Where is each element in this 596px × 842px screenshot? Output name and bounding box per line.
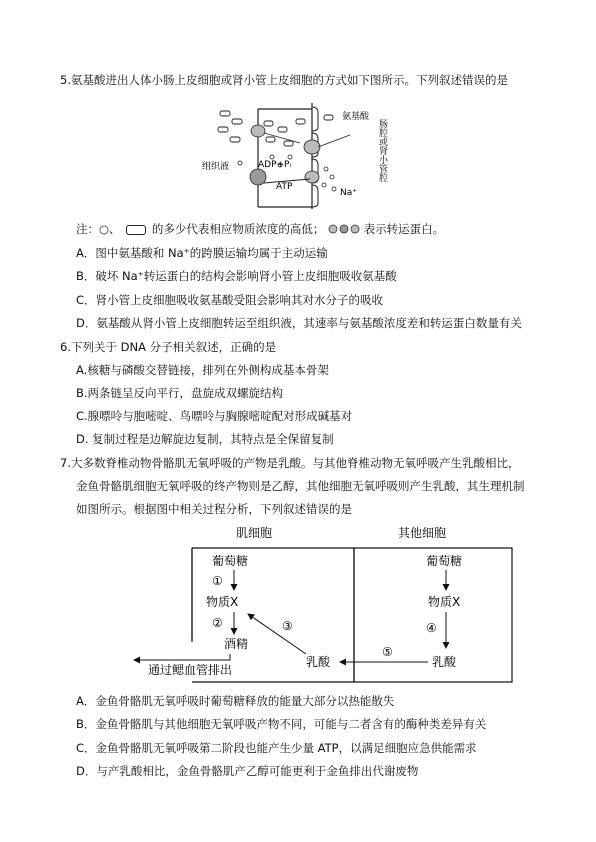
q7-substance-x-right: 物质X <box>428 595 461 609</box>
q6-option-c: C.腺嘌呤与胞嘧啶、鸟嘌呤与胸腺嘧啶配对形成碱基对 <box>76 409 353 423</box>
q5-label-lumen: 肠腔或肾小管腔 <box>377 119 387 182</box>
transport-protein-icons <box>250 125 320 185</box>
q7-metabolism-figure <box>130 522 520 684</box>
q5-note-a: 注：○、 <box>76 222 121 236</box>
q7-substance-x-left: 物质X <box>206 595 239 609</box>
q5-note-b: 的多少代表相应物质浓度的高低； <box>151 222 325 236</box>
q7-step-2: ② <box>212 616 223 630</box>
q7-stem-line-2: 金鱼骨骼肌细胞无氧呼吸的终产物则是乙醇，其他细胞无氧呼吸则产生乳酸，其生理机制 <box>76 479 525 493</box>
q5-option-c: C．肾小管上皮细胞吸收氨基酸受阻会影响其对水分子的吸收 <box>76 293 384 307</box>
q7-header-muscle-cell: 肌细胞 <box>236 526 273 540</box>
q6-stem: 6.下列关于 DNA 分子相关叙述，正确的是 <box>60 340 277 354</box>
q6-option-b: B.两条链呈反向平行，盘旋成双螺旋结构 <box>76 386 284 400</box>
q7-step-5: ⑤ <box>382 645 393 659</box>
q7-option-b: B．金鱼骨骼肌与其他细胞无氧呼吸产物不同，可能与二者含有的酶种类差异有关 <box>76 717 487 731</box>
q5-option-b: B．破坏 Na⁺转运蛋白的结构会影响肾小管上皮细胞吸收氨基酸 <box>76 269 397 283</box>
q7-lactate-right: 乳酸 <box>432 655 457 669</box>
q7-glucose-right: 葡萄糖 <box>426 554 463 568</box>
q7-stem-line-1: 7.大多数脊椎动物骨骼肌无氧呼吸的产物是乳酸。与其他脊椎动物无氧呼吸产生乳酸相比， <box>60 456 520 470</box>
q7-step-4: ④ <box>426 621 437 635</box>
q7-alcohol: 酒精 <box>224 637 249 651</box>
q5-label-amino-acid: 氨基酸 <box>342 112 370 122</box>
q5-note-c: 表示转运蛋白。 <box>363 222 445 236</box>
q5-transport-figure <box>200 97 400 215</box>
q7-option-c: C．金鱼骨骼肌无氧呼吸第二阶段也能产生少量 ATP，以满足细胞应急供能需求 <box>76 741 477 755</box>
q7-stem-line-3: 如图所示。根据图中相关过程分析，下列叙述错误的是 <box>76 502 352 516</box>
q5-note <box>76 222 444 237</box>
q7-option-a: A．金鱼骨骼肌无氧呼吸时葡萄糖释放的能量大部分以热能散失 <box>76 694 395 708</box>
q5-label-tissue-fluid: 组织液 <box>202 162 230 172</box>
q7-excrete-via-gills: 通过鳃血管排出 <box>148 663 233 677</box>
transport-protein-legend-icon <box>328 223 360 237</box>
q6-option-d: D. 复制过程是边解旋边复制，其特点是全保留复制 <box>76 432 334 446</box>
q5-label-adp: ADP+Pᵢ <box>258 160 292 170</box>
q6-option-a: A.核糖与磷酸交替链接，排列在外侧构成基本骨架 <box>76 363 329 377</box>
q7-glucose-left: 葡萄糖 <box>212 554 249 568</box>
q7-step-1: ① <box>212 574 223 588</box>
q7-lactate-middle: 乳酸 <box>306 655 331 669</box>
q7-step-3: ③ <box>282 619 293 633</box>
amino-acid-legend-icon <box>126 225 146 235</box>
q5-label-atp: ATP <box>276 182 293 192</box>
q7-option-d: D．与产乳酸相比，金鱼骨骼肌产乙醇可能更利于金鱼排出代谢废物 <box>76 764 419 778</box>
q5-option-d: D．氨基酸从肾小管上皮细胞转运至组织液，其速率与氨基酸浓度差和转运蛋白数量有关 <box>76 316 522 330</box>
q5-option-a: A．图中氨基酸和 Na⁺的跨膜运输均属于主动运输 <box>76 246 328 260</box>
q7-header-other-cells: 其他细胞 <box>398 526 447 540</box>
q5-stem: 5.氨基酸进出人体小肠上皮细胞或肾小管上皮细胞的方式如下图所示。下列叙述错误的是 <box>60 73 508 87</box>
q5-label-na: Na⁺ <box>340 188 357 198</box>
